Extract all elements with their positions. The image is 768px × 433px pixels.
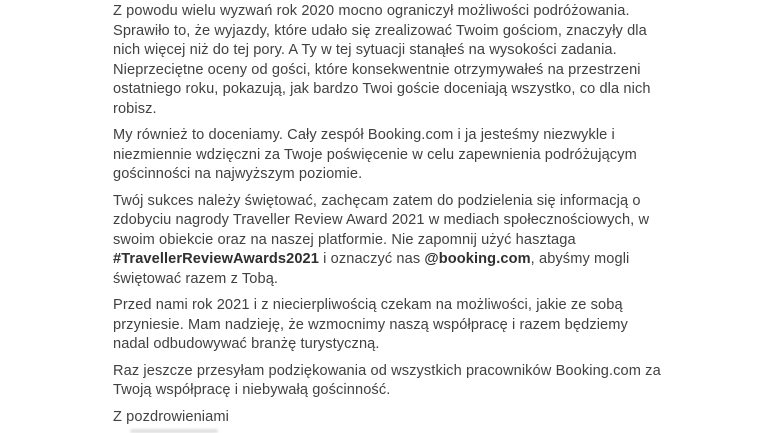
letter-paragraph <box>113 362 673 401</box>
text-segment: świętować razem z Tobą. <box>113 270 279 287</box>
text-segment: Nieprzeciętne oceny od gości, które konsekwentnie otrzymywałeś na przestrzeni <box>113 61 641 78</box>
letter-line <box>113 80 673 100</box>
bold-text-segment: @booking.com <box>424 251 531 267</box>
letter-line <box>113 100 673 120</box>
text-segment: Twój sukces należy świętować, zachęcam zatem do podzielenia się informacją o <box>113 192 641 209</box>
letter-line <box>113 146 673 166</box>
text-segment: ostatniego roku, pokazują, jak bardzo Twoi goście doceniają wszystko, co dla nich <box>113 81 651 97</box>
letter-paragraph <box>113 126 673 185</box>
letter-paragraph <box>113 296 673 355</box>
letter-line <box>113 231 673 251</box>
text-segment: robisz. <box>113 100 157 117</box>
letter-paragraph <box>113 192 673 290</box>
text-segment: , abyśmy mogli <box>530 251 630 267</box>
bold-text-segment: #TravellerReviewAwards2021 <box>113 251 319 267</box>
text-segment: zdobyciu nagrody Traveller Review Award 2021 w mediach społecznościowych, w <box>113 212 650 228</box>
letter-line <box>113 61 673 81</box>
letter-line <box>113 362 673 382</box>
letter-line <box>113 316 673 336</box>
letter-line <box>113 126 673 146</box>
text-segment: Z powodu wielu wyzwań rok 2020 mocno ograniczył możliwości podróżowania. <box>113 3 630 19</box>
letter-body <box>113 2 673 401</box>
letter-line <box>113 192 673 212</box>
text-segment: gościnności na najwyższym poziomie. <box>113 166 363 182</box>
letter-line <box>113 381 673 401</box>
letter-paragraph <box>113 2 673 119</box>
text-segment: przyniesie. Mam nadzieję, że wzmocnimy naszą współpracę i razem będziemy <box>113 316 628 333</box>
text-segment: swoim obiekcie oraz na naszej platformie. Nie zapomnij użyć hasztaga <box>113 231 576 248</box>
text-segment: nich więcej niż do tej pory. A Ty w tej sytuacji stanąłeś na wysokości zadania. <box>113 42 617 58</box>
text-segment: Twoją współpracę i niebywałą gościnność. <box>113 382 391 398</box>
text-segment: i oznaczyć nas <box>318 251 425 267</box>
letter-line <box>113 270 673 290</box>
letter-document <box>113 2 673 427</box>
text-segment: niezmiennie wdzięczni za Twoje poświęcenie w celu zapewnienia podróżującym <box>113 146 637 163</box>
text-segment: nadal odbudowywać branżę turystyczną. <box>113 336 380 352</box>
letter-line <box>113 296 673 316</box>
letter-line <box>113 41 673 61</box>
text-segment: Raz jeszcze przesyłam podziękowania od wszystkich pracowników Booking.com za <box>113 362 661 379</box>
letter-line <box>113 22 673 42</box>
text-segment: My również to doceniamy. Cały zespół Booking.com i ja jesteśmy niezwykle i <box>113 127 615 143</box>
letter-line <box>113 335 673 355</box>
letter-line <box>113 165 673 185</box>
letter-line <box>113 2 673 22</box>
signature-top-cropped <box>130 429 218 433</box>
text-segment: Przed nami rok 2021 i z niecierpliwością czekam na możliwości, jakie ze sobą <box>113 297 623 313</box>
letter-closing: Z pozdrowieniami <box>113 408 229 425</box>
letter-line <box>113 250 673 270</box>
letter-line <box>113 211 673 231</box>
text-segment: Sprawiło to, że wyjazdy, które udało się zrealizować Twoim gościom, znaczyły dla <box>113 22 647 39</box>
